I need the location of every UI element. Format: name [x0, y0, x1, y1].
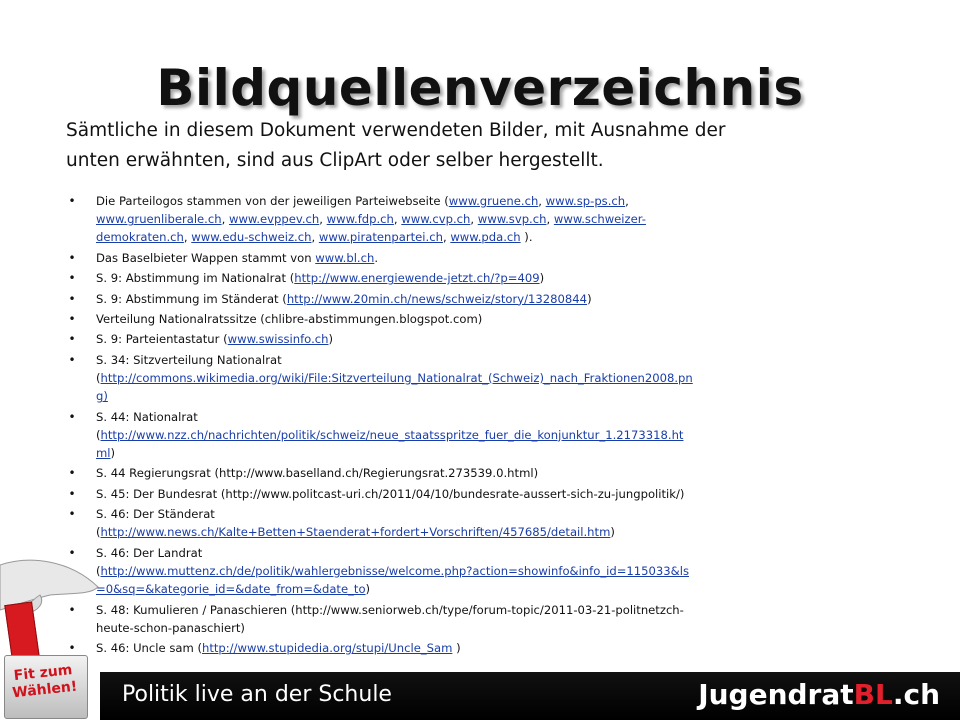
list-item-line — [96, 351, 786, 369]
source-link[interactable]: www.gruene.ch — [448, 194, 539, 208]
bullet-icon: • — [68, 332, 76, 347]
list-item-line — [96, 310, 786, 328]
badge-line-1: Fit zum — [13, 662, 74, 685]
list-item-text: ( — [96, 370, 101, 385]
list-item-line — [96, 387, 786, 405]
list-item-line — [96, 523, 786, 541]
list-item-text: ) — [365, 582, 371, 597]
bullet-icon: • — [68, 409, 76, 424]
footer-tagline: Politik live an der Schule — [122, 682, 392, 707]
list-item-text: ) — [587, 291, 592, 306]
source-link[interactable]: http://www.stupidedia.org/stupi/Uncle_Sam — [201, 641, 453, 656]
list-item-line — [96, 464, 786, 482]
bullet-icon: • — [68, 507, 76, 522]
source-link[interactable]: www.evppev.ch — [228, 212, 320, 227]
list-item-line — [96, 544, 786, 562]
list-item-line — [96, 485, 786, 503]
source-link[interactable]: demokraten.ch — [96, 230, 184, 245]
bullet-icon: • — [68, 466, 76, 481]
source-link[interactable]: http://www.muttenz.ch/de/politik/wahlergebnisse/welcome.php?action=showinfo&info_id=115033&ls — [100, 563, 689, 578]
list-item-text: ) — [452, 641, 461, 656]
list-item-text: ). — [520, 230, 533, 245]
list-item-text: S. 9: Abstimmung im Nationalrat ( — [96, 271, 295, 286]
source-link[interactable]: www.bl.ch — [315, 250, 375, 265]
bullet-icon: • — [68, 602, 76, 617]
bullet-icon: • — [68, 352, 76, 367]
source-link[interactable]: www.cvp.ch — [401, 212, 471, 227]
brand-suffix: .ch — [892, 678, 940, 711]
page-title: Bildquellenverzeichnis — [156, 59, 804, 117]
brand-main: Jugendrat — [698, 678, 854, 711]
list-item-text: S. 46: Uncle sam ( — [96, 641, 202, 656]
source-link[interactable]: http://www.news.ch/Kalte+Betten+Staenderat+fordert+Vorschriften/457685/detail.htm — [100, 525, 611, 540]
list-item-text: S. 48: Kumulieren / Panaschieren (http://www.seniorweb.ch/type/forum-topic/2011-03-21-politnetzch- — [96, 602, 684, 617]
bullet-icon: • — [68, 271, 76, 286]
list-item-text: , — [221, 212, 229, 227]
list-item — [66, 544, 786, 599]
list-item-line — [96, 601, 786, 619]
intro-line-2: unten erwähnten, sind aus ClipArt oder selber hergestellt. — [66, 150, 604, 171]
list-item-text: S. 46: Der Landrat — [96, 545, 203, 560]
footer-bar — [100, 672, 960, 720]
source-link[interactable]: www.sp-ps.ch — [545, 194, 626, 208]
bullet-icon: • — [68, 311, 76, 326]
list-item — [66, 330, 786, 348]
list-item-text: heute-schon-panaschiert) — [96, 620, 245, 635]
brand-logo — [698, 678, 940, 711]
list-item — [66, 464, 786, 482]
intro-line-1: Sämtliche in diesem Dokument verwendeten Bilder, mit Ausnahme der — [66, 120, 726, 141]
list-item-text: . — [374, 250, 379, 265]
source-link[interactable]: www.edu-schweiz.ch — [191, 230, 312, 245]
list-item-line — [96, 249, 786, 267]
source-link[interactable]: g) — [96, 389, 108, 404]
list-item-text: S. 34: Sitzverteilung Nationalrat — [96, 352, 282, 367]
list-item-text: ) — [110, 445, 116, 460]
source-link[interactable]: www.schweizer- — [553, 212, 646, 227]
list-item-text: ) — [610, 525, 615, 540]
list-item-line — [96, 408, 786, 426]
bullet-icon: • — [68, 545, 76, 560]
list-item-line — [96, 290, 786, 308]
list-item-text: ( — [96, 427, 101, 442]
source-link[interactable]: www.swissinfo.ch — [227, 332, 329, 347]
source-link[interactable]: www.gruenliberale.ch — [96, 212, 222, 227]
list-item — [66, 310, 786, 328]
brand-accent: BL — [853, 678, 893, 711]
list-item-text: Verteilung Nationalratssitze (chlibre-abstimmungen.blogspot.com) — [96, 311, 483, 326]
source-link[interactable]: www.pda.ch — [450, 230, 521, 245]
source-link[interactable]: =0&sq=&kategorie_id=&date_from=&date_to — [96, 582, 366, 597]
list-item-line — [96, 619, 786, 637]
list-item-line — [96, 505, 786, 523]
list-item-text: Die Parteilogos stammen von der jeweiligen Parteiwebseite ( — [96, 194, 449, 208]
list-item-text: S. 9: Parteientastatur ( — [96, 332, 228, 347]
list-item-text: , — [538, 194, 546, 208]
list-item-line — [96, 330, 786, 348]
source-link[interactable]: http://www.nzz.ch/nachrichten/politik/schweiz/neue_staatsspritze_fuer_die_konjunktur_1.2173318.ht — [100, 427, 684, 442]
source-list — [66, 192, 786, 660]
list-item-text: ( — [96, 563, 101, 578]
source-link[interactable]: ml — [96, 445, 111, 460]
list-item-text: , — [470, 212, 478, 227]
list-item — [66, 505, 786, 541]
source-link[interactable]: http://www.energiewende-jetzt.ch/?p=409 — [294, 271, 540, 286]
list-item-text: , — [183, 230, 192, 245]
list-item-line — [96, 369, 786, 387]
list-item-line — [96, 562, 786, 580]
list-item-text: S. 9: Abstimmung im Ständerat ( — [96, 291, 287, 306]
list-item-line — [96, 210, 786, 228]
list-item — [66, 485, 786, 503]
list-item-line — [96, 228, 786, 246]
list-item-line — [96, 426, 786, 444]
list-item-text: S. 44: Nationalrat — [96, 409, 198, 424]
list-item-text: , — [442, 230, 451, 245]
list-item — [66, 351, 786, 406]
list-item — [66, 249, 786, 267]
list-item — [66, 290, 786, 308]
list-item — [66, 192, 786, 247]
list-item-text: S. 44 Regierungsrat (http://www.baselland.ch/Regierungsrat.273539.0.html) — [96, 466, 539, 481]
list-item-text: ) — [539, 271, 545, 286]
source-link[interactable]: www.fdp.ch — [326, 212, 394, 227]
list-item-line — [96, 639, 786, 657]
bullet-icon: • — [68, 641, 76, 656]
list-item-text: ) — [328, 332, 334, 347]
list-item-text: , — [546, 212, 554, 227]
source-link[interactable]: www.svp.ch — [477, 212, 547, 227]
list-item-line — [96, 580, 786, 598]
list-item-text: , — [311, 230, 319, 245]
list-item-text: , — [393, 212, 402, 227]
list-item-text: , — [319, 212, 327, 227]
list-item — [66, 639, 786, 657]
list-item-text: Das Baselbieter Wappen stammt von — [96, 250, 316, 265]
intro-text — [66, 116, 766, 176]
list-item-line — [96, 444, 786, 462]
badge-line-2: Wählen! — [11, 678, 78, 702]
bullet-icon: • — [68, 291, 76, 306]
list-item-line — [96, 269, 786, 287]
list-item-line — [96, 192, 786, 210]
list-item-text: , — [625, 194, 629, 208]
source-link[interactable]: http://commons.wikimedia.org/wiki/File:Sitzverteilung_Nationalrat_(Schweiz)_nach_Fraktionen2008.pn — [100, 370, 693, 385]
bullet-icon: • — [68, 486, 76, 501]
list-item-text: ( — [96, 525, 101, 540]
list-item — [66, 408, 786, 463]
list-item — [66, 601, 786, 637]
ballot-illustration — [0, 555, 100, 720]
source-link[interactable]: http://www.20min.ch/news/schweiz/story/13280844 — [286, 291, 588, 306]
list-item-text: S. 45: Der Bundesrat (http://www.politcast-uri.ch/2011/04/10/bundesrate-aussert-sich-zu-jungpolitik/) — [96, 486, 685, 501]
list-item-text: S. 46: Der Ständerat — [96, 507, 215, 522]
bullet-icon: • — [68, 194, 76, 208]
list-item — [66, 269, 786, 287]
source-link[interactable]: www.piratenpartei.ch — [318, 230, 443, 245]
bullet-icon: • — [68, 250, 76, 265]
